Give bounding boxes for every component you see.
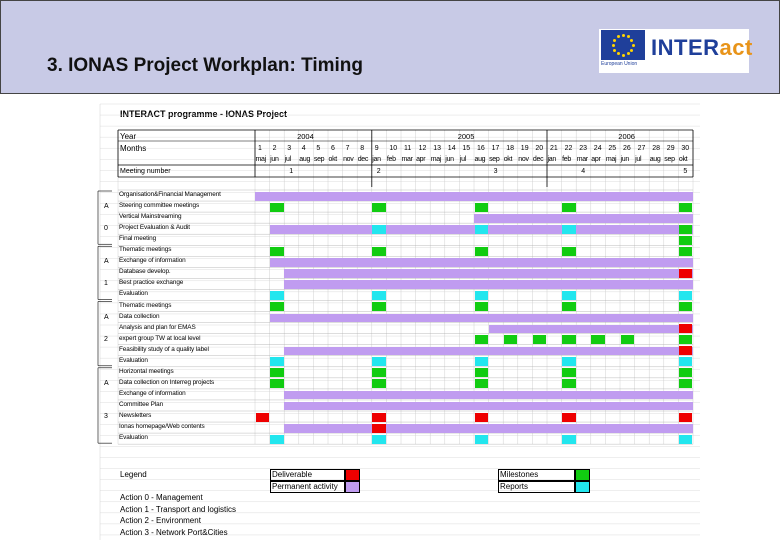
activity-label: Newsletters [119, 412, 152, 419]
meeting-5: 5 [683, 168, 688, 175]
milestone-cell [372, 203, 386, 212]
month-name-13: maj [430, 156, 442, 163]
month-name-29: sep [664, 156, 675, 163]
month-number-9: 9 [374, 145, 379, 152]
month-number-8: 8 [360, 145, 365, 152]
permanent-activity-bar [284, 402, 693, 411]
milestone-cell [679, 225, 693, 234]
report-cell [372, 435, 386, 444]
report-cell [372, 291, 386, 300]
month-name-3: jul [284, 156, 291, 163]
action-group-label: A [104, 258, 109, 266]
permanent-activity-bar [284, 391, 693, 400]
milestone-cell [679, 335, 693, 344]
year-2006: 2006 [618, 132, 635, 141]
activity-label: Analysis and plan for EMAS [119, 323, 196, 331]
activity-label: Ionas homepage/Web contents [119, 423, 205, 431]
meeting-4: 4 [581, 168, 586, 175]
month-name-17: sep [489, 156, 500, 163]
activity-label: Database develop. [119, 268, 171, 276]
action-list-item: Action 3 - Network Port&Cities [120, 527, 228, 537]
month-number-20: 20 [535, 145, 544, 152]
month-name-10: feb [386, 156, 396, 163]
month-number-14: 14 [447, 145, 456, 152]
milestone-cell [591, 335, 605, 344]
month-number-11: 11 [404, 145, 412, 152]
report-cell [475, 225, 489, 234]
month-number-1: 1 [258, 145, 262, 152]
month-number-5: 5 [316, 145, 321, 152]
month-number-15: 15 [462, 145, 471, 152]
activity-label: Data collection on Interreg projects [119, 378, 215, 386]
activity-label: Committee Plan [119, 400, 164, 408]
gantt-title: INTERACT programme - IONAS Project [120, 109, 288, 119]
action-group-label: 2 [104, 335, 108, 343]
month-name-14: jun [445, 156, 454, 163]
milestone-cell [372, 368, 386, 377]
month-number-30: 30 [681, 145, 690, 152]
milestone-cell [562, 302, 576, 311]
report-cell [475, 435, 489, 444]
month-number-12: 12 [418, 145, 427, 152]
month-number-13: 13 [433, 145, 441, 152]
legend-permanent-swatch [345, 481, 360, 493]
month-number-23: 23 [579, 145, 587, 152]
milestone-cell [679, 236, 693, 245]
action-list-item: Action 1 - Transport and logistics [120, 504, 237, 514]
months-label: Months [120, 144, 147, 153]
milestone-cell [562, 247, 576, 256]
month-number-10: 10 [389, 145, 398, 152]
activity-label: Organisation&Financial Management [119, 191, 221, 198]
month-name-1: maj [255, 156, 266, 163]
month-number-3: 3 [287, 145, 292, 152]
month-number-18: 18 [506, 145, 514, 152]
logo-text-b: act [719, 35, 753, 60]
report-cell [562, 291, 576, 300]
milestone-cell [679, 368, 693, 377]
activity-label: Exchange of information [119, 257, 186, 265]
deliverable-cell [372, 413, 386, 422]
year-2005: 2005 [457, 132, 475, 141]
report-cell [270, 357, 284, 366]
permanent-activity-bar [284, 269, 693, 278]
deliverable-cell [679, 269, 693, 278]
report-cell [372, 225, 386, 234]
milestone-cell [562, 368, 576, 377]
deliverable-cell [256, 413, 270, 422]
month-number-19: 19 [520, 145, 529, 152]
month-name-26: jun [620, 156, 629, 163]
activity-label: Evaluation [119, 434, 148, 442]
month-name-12: apr [416, 156, 426, 163]
eu-caption: European Union [601, 61, 638, 67]
milestone-cell [270, 379, 284, 388]
legend-milestones-label: Milestones [500, 470, 539, 479]
report-cell [475, 291, 489, 300]
action-group-label: A [104, 379, 109, 387]
milestone-cell [562, 335, 576, 344]
activity-label: Evaluation [119, 356, 148, 364]
milestone-cell [372, 379, 386, 388]
milestone-cell [270, 368, 284, 377]
legend-permanent-label: Permanent activity [272, 482, 338, 491]
permanent-activity-bar [270, 258, 693, 267]
activity-label: Thematic meetings [119, 301, 172, 309]
permanent-activity-bar [284, 280, 693, 289]
month-number-6: 6 [331, 145, 335, 152]
legend-reports-label: Reports [500, 482, 529, 491]
action-group-label: A [104, 203, 109, 211]
meeting-number-label: Meeting number [120, 168, 171, 175]
permanent-activity-bar [489, 325, 693, 334]
month-name-25: maj [605, 156, 617, 163]
month-name-21: jan [547, 156, 556, 163]
legend-milestones-swatch [575, 469, 590, 481]
month-name-22: feb [562, 156, 571, 163]
permanent-activity-bar [270, 314, 693, 323]
deliverable-cell [562, 413, 576, 422]
month-name-7: nov [343, 156, 354, 163]
action-group-label: A [104, 313, 109, 321]
month-number-26: 26 [623, 145, 631, 152]
milestone-cell [562, 379, 576, 388]
milestone-cell [475, 368, 489, 377]
month-number-25: 25 [608, 145, 617, 152]
permanent-activity-bar [474, 214, 693, 223]
month-name-23: mar [576, 156, 588, 163]
month-number-2: 2 [272, 145, 277, 152]
month-number-7: 7 [345, 145, 350, 152]
report-cell [475, 357, 489, 366]
action-group-label: 0 [104, 225, 108, 233]
month-name-4: aug [299, 156, 311, 163]
legend-deliverable-swatch [345, 469, 360, 481]
month-number-17: 17 [491, 145, 500, 152]
month-number-22: 22 [564, 145, 573, 152]
milestone-cell [533, 335, 547, 344]
slide-title: 3. IONAS Project Workplan: Timing [47, 55, 364, 76]
milestone-cell [621, 335, 635, 344]
month-name-8: dec [357, 156, 369, 163]
action-list-item: Action 2 - Environment [120, 516, 201, 525]
activity-label: expert group TW at local level [119, 334, 201, 342]
milestone-cell [270, 203, 284, 212]
action-group-label: 3 [104, 413, 108, 420]
milestone-cell [679, 203, 693, 212]
activity-label: Best practice exchange [119, 279, 184, 287]
milestone-cell [679, 379, 693, 388]
activity-label: Vertical Mainstreaming [119, 213, 182, 221]
month-number-28: 28 [652, 145, 660, 152]
deliverable-cell [372, 424, 386, 433]
milestone-cell [504, 335, 518, 344]
legend-title: Legend [120, 470, 147, 479]
meeting-1: 1 [289, 168, 294, 175]
report-cell [562, 225, 576, 234]
deliverable-cell [679, 324, 693, 333]
deliverable-cell [475, 413, 489, 422]
month-number-4: 4 [301, 145, 306, 152]
milestone-cell [562, 203, 576, 212]
milestone-cell [475, 335, 489, 344]
milestone-cell [679, 302, 693, 311]
month-number-29: 29 [666, 145, 675, 152]
report-cell [679, 435, 693, 444]
permanent-activity-bar [284, 424, 693, 433]
month-number-27: 27 [637, 145, 646, 152]
year-2004: 2004 [297, 132, 314, 141]
milestone-cell [270, 247, 284, 256]
activity-label: Steering committee meetings [119, 202, 200, 210]
logo-text-a: INTER [651, 35, 720, 60]
meeting-2: 2 [376, 168, 381, 175]
month-name-11: mar [401, 156, 413, 163]
month-number-21: 21 [550, 145, 558, 152]
report-cell [679, 291, 693, 300]
deliverable-cell [679, 346, 693, 355]
milestone-cell [475, 302, 489, 311]
activity-label: Evaluation [119, 290, 148, 298]
activity-label: Final meeting [119, 235, 157, 243]
month-name-19: nov [518, 156, 529, 163]
month-name-28: aug [649, 156, 661, 163]
activity-label: Feasibility study of a quality label [119, 345, 209, 353]
activity-label: Thematic meetings [119, 246, 172, 254]
milestone-cell [372, 247, 386, 256]
month-number-16: 16 [477, 145, 485, 152]
action-list-item: Action 0 - Management [120, 493, 203, 502]
month-name-9: jan [372, 156, 381, 163]
report-cell [372, 357, 386, 366]
report-cell [679, 357, 693, 366]
month-name-20: dec [532, 156, 544, 163]
milestone-cell [372, 302, 386, 311]
month-name-6: okt [328, 156, 337, 163]
legend-reports-swatch [575, 481, 590, 493]
report-cell [270, 435, 284, 444]
month-name-30: okt [678, 156, 688, 163]
report-cell [562, 435, 576, 444]
permanent-activity-bar [255, 192, 693, 201]
meeting-3: 3 [493, 168, 498, 175]
activity-label: Project Evaluation & Audit [119, 224, 190, 232]
deliverable-cell [679, 413, 693, 422]
activity-label: Data collection [119, 312, 160, 320]
report-cell [562, 357, 576, 366]
milestone-cell [475, 379, 489, 388]
activity-label: Exchange of information [119, 389, 186, 397]
month-name-24: apr [591, 156, 601, 163]
milestone-cell [270, 302, 284, 311]
month-name-15: jul [459, 156, 466, 163]
month-number-24: 24 [593, 145, 602, 152]
month-name-16: aug [474, 156, 486, 163]
report-cell [270, 291, 284, 300]
action-group-label: 1 [104, 280, 108, 288]
month-name-5: sep [313, 156, 325, 163]
milestone-cell [475, 247, 489, 256]
year-label: Year [120, 132, 137, 141]
permanent-activity-bar [284, 347, 693, 356]
legend-deliverable-label: Deliverable [272, 470, 313, 479]
month-name-18: okt [503, 156, 513, 163]
activity-label: Horizontal meetings [119, 367, 174, 375]
milestone-cell [475, 203, 489, 212]
milestone-cell [679, 247, 693, 256]
month-name-2: jun [270, 156, 279, 163]
month-name-27: jul [635, 156, 642, 163]
